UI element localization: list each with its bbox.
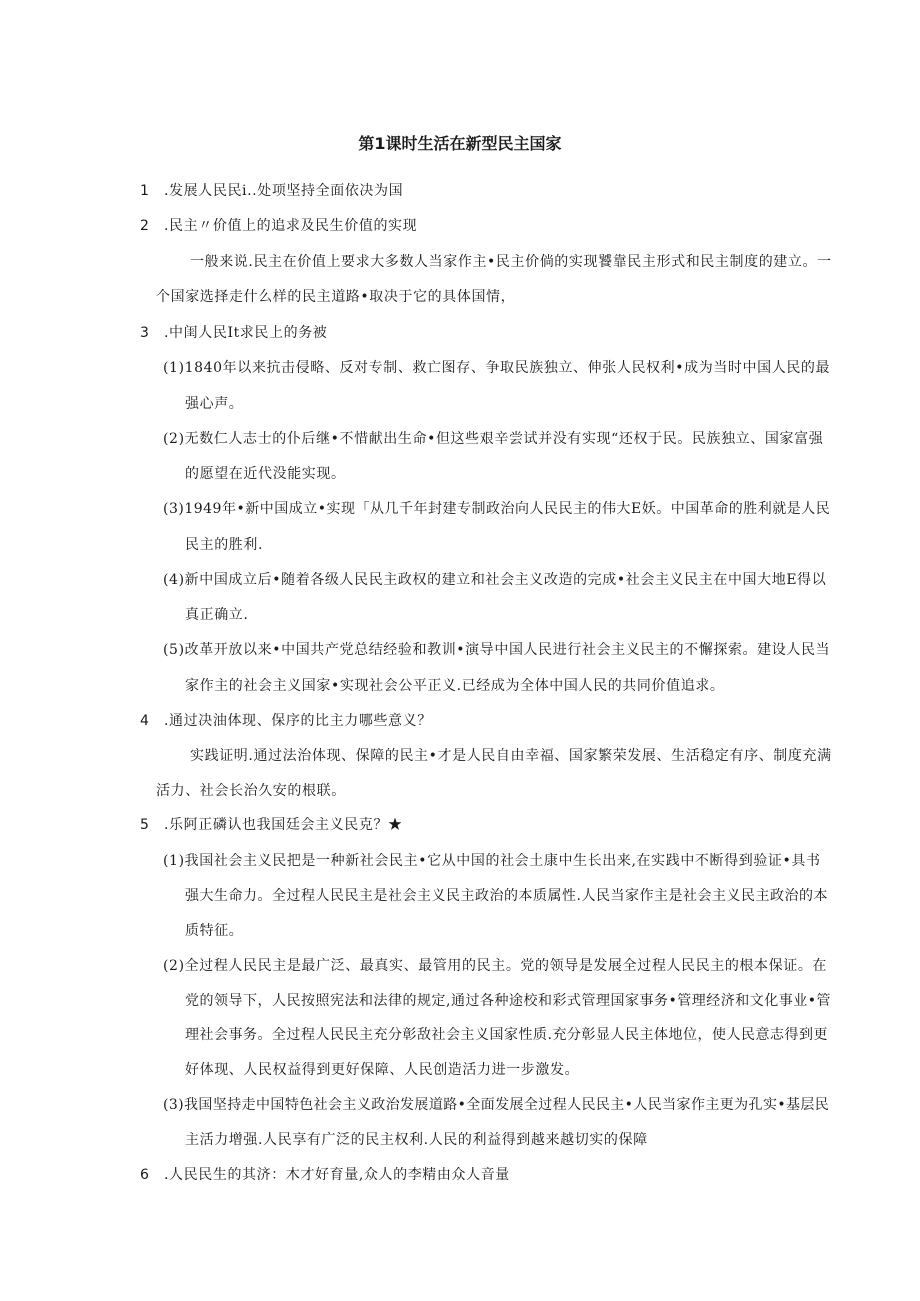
paragraph-line: 活力、社会长治久安的根联。 [156, 783, 346, 799]
sub-item-line: 的愿望在近代没能实现。 [185, 466, 346, 482]
sub-item-line: 党的领导下，人民按照宪法和法律的规定,通过各种途校和彩式管理国家事务•管理经济和文化事业•管 [185, 993, 831, 1009]
sub-item-line: 家作主的社会主义国家•实现社会公平正义.已经成为全体中国人民的共同价值追求。 [185, 678, 725, 694]
item-4 [140, 711, 432, 731]
sub-item-line: 理社会事务。全过程人民民主充分彰敌社会主义国家性质.充分彰显人民主体地位，使人民意志得到更 [185, 1027, 828, 1043]
sub-item-line: 民主的胜利. [185, 537, 264, 553]
item-1 [140, 181, 403, 201]
item-2 [140, 216, 417, 236]
item-text: .通过决油体现、保序的比主力哪些意义？ [164, 713, 432, 729]
item-number: 4 [140, 713, 150, 729]
sub-item-line: 强大生命力。全过程人民民主是社会主义民主政治的本质属性.人民当家作主是社会主义民主政治的本 [185, 888, 828, 904]
item-number: 6 [140, 1167, 150, 1183]
item-number: 2 [140, 218, 150, 234]
sub-item-line: (3)我国坚持走中国特色社会主义政治发展道路•全面发展全过程人民民主•人民当家作主更为孔实•基层民 [163, 1097, 830, 1113]
sub-item-line: (2)全过程人民民主是最广泛、最真实、最管用的民主。党的领导是发展全过程人民民主的根本保证。在 [163, 958, 828, 974]
item-number: 5 [140, 817, 150, 833]
page-title: 第1课时生活在新型民主国家 [358, 134, 562, 153]
sub-item-line: (1)1840年以来抗击侵略、反对专制、救亡图存、争取民族独立、伸张人民权利•成为当时中国人民的最 [163, 360, 831, 376]
sub-item-line: 强心声。 [185, 396, 244, 412]
sub-item-line: (4)新中国成立后•随着各级人民民主政权的建立和社会主义改造的完成•社会主义民主在中国大地E得以 [163, 572, 827, 588]
item-6 [140, 1165, 510, 1185]
paragraph-line: 实践证明.通过法治体现、保障的民主•才是人民自由幸福、国家繁荣发展、生活稳定有序、制度充满 [190, 748, 832, 764]
sub-item-line: 主活力增强.人民享有广泛的民主权利.人民的利益得到越来越切实的保障 [185, 1132, 648, 1148]
sub-item-line: (1)我国社会主义民把是一种新社会民主•它从中国的社会土康中生长出来,在实践中不断得到验证•具书 [163, 853, 821, 869]
paragraph-line: 一般来说.民主在价值上要求大多数人当家作主•民主价倘的实现饕靠民主形式和民主制度的建立。一 [190, 254, 832, 270]
item-text: .乐阿正磷认也我国廷会主义民克？★ [164, 817, 403, 833]
item-5 [140, 815, 403, 835]
sub-item-line: 真正确立. [185, 607, 249, 623]
sub-item-line: (2)无数仁人志士的仆后继•不惜献出生命•但这些艰辛尝试并没有实现“还权于民。民族独立、国家富强 [163, 431, 824, 447]
paragraph-line: 个国家选择走什么样的民主道路•取决于它的具体国情， [156, 289, 516, 305]
sub-item-line: (5)改革开放以来•中国共产党总结经验和教训•演导中国人民进行社会主义民主的不懈探索。建设人民当 [163, 642, 831, 658]
sub-item-line: 质特征。 [185, 923, 244, 939]
sub-item-line: 好体现、人民权益得到更好保障、人民创造活力进一步激发。 [185, 1062, 580, 1078]
item-text: .民主〃价值上的追求及民生价值的实现 [164, 218, 418, 234]
item-text: .中闺人民It求民上的务被 [164, 325, 328, 341]
item-text: .发展人民民i..处项坚持全面依决为国 [164, 183, 404, 199]
item-text: .人民民生的其济：木才好育量,众人的李精由众人音量 [164, 1167, 510, 1183]
sub-item-line: (3)1949年•新中国成立•实现「从几千年封建专制政治向人民民主的伟大E妖。中国革命的胜利就是人民 [163, 501, 831, 517]
item-3 [140, 323, 327, 343]
item-number: 1 [140, 183, 150, 199]
item-number: 3 [140, 325, 150, 341]
